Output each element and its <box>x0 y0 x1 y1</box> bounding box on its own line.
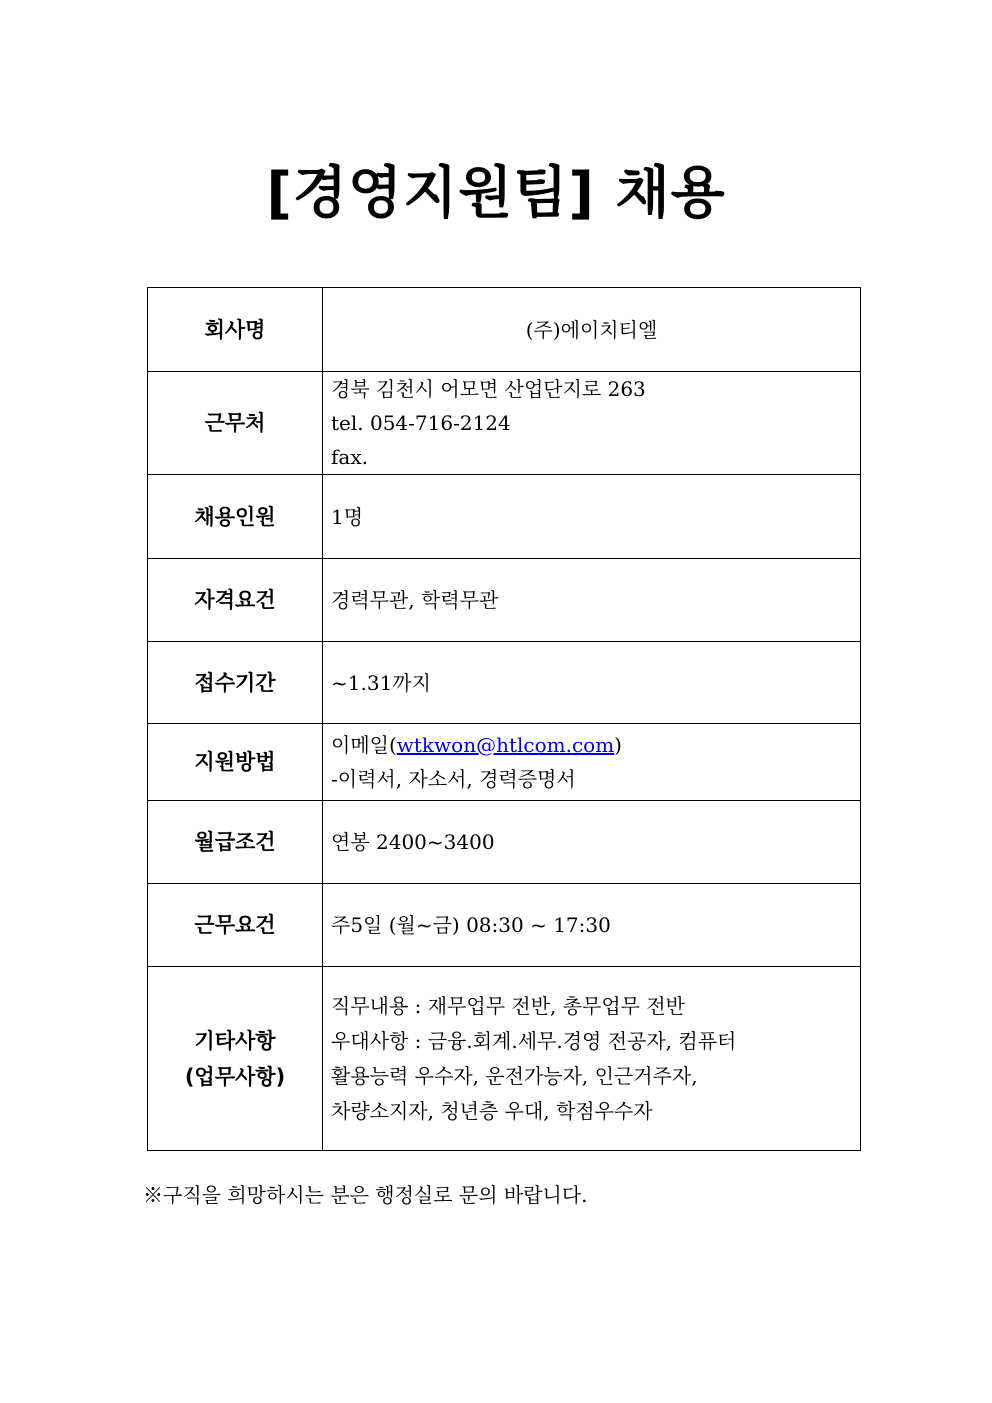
workplace-address: 경북 김천시 어모면 산업단지로 263 <box>331 377 646 401</box>
workplace-value <box>323 372 861 475</box>
table-row <box>148 967 861 1151</box>
page-title: [경영지원팀] 채용 <box>266 161 726 226</box>
company-label: 회사명 <box>148 288 323 372</box>
apply-email-prefix: 이메일( <box>331 733 397 757</box>
other-label-line2: (업무사항) <box>184 1064 286 1089</box>
footnote: ※구직을 희망하시는 분은 행정실로 문의 바랍니다. <box>143 1183 588 1207</box>
period-label: 접수기간 <box>148 642 323 724</box>
qualifications-label: 자격요건 <box>148 559 323 642</box>
table-row <box>148 559 861 642</box>
workplace-label: 근무처 <box>148 372 323 475</box>
preference-line1: 우대사항 : 금융.회계.세무.경영 전공자, 컴퓨터 <box>331 1028 737 1053</box>
period-value: ~1.31까지 <box>323 642 861 724</box>
qualifications-value: 경력무관, 학력무관 <box>323 559 861 642</box>
workplace-tel: tel. 054-716-2124 <box>331 411 511 435</box>
apply-email-suffix: ) <box>614 733 622 757</box>
headcount-value: 1명 <box>323 475 861 559</box>
table-row <box>148 372 861 475</box>
apply-email-line <box>331 728 860 762</box>
hours-value: 주5일 (월~금) 08:30 ~ 17:30 <box>323 884 861 967</box>
apply-value <box>323 724 861 801</box>
job-info-table <box>147 287 861 1151</box>
table-row <box>148 801 861 884</box>
preference-line3: 차량소지자, 청년층 우대, 학점우수자 <box>331 1098 653 1123</box>
apply-docs: -이력서, 자소서, 경력증명서 <box>331 767 576 791</box>
other-value <box>323 967 861 1151</box>
salary-label: 월급조건 <box>148 801 323 884</box>
headcount-label: 채용인원 <box>148 475 323 559</box>
job-description: 직무내용 : 재무업무 전반, 총무업무 전반 <box>331 993 686 1018</box>
email-link[interactable]: wtkwon@htlcom.com <box>396 733 615 757</box>
table-row <box>148 724 861 801</box>
table-row <box>148 642 861 724</box>
salary-value: 연봉 2400~3400 <box>323 801 861 884</box>
hours-label: 근무요건 <box>148 884 323 967</box>
company-value: (주)에이치티엘 <box>323 288 861 372</box>
table-row <box>148 288 861 372</box>
apply-label: 지원방법 <box>148 724 323 801</box>
workplace-fax: fax. <box>331 445 368 469</box>
table-row <box>148 475 861 559</box>
table-row <box>148 884 861 967</box>
other-label-line1: 기타사항 <box>194 1028 276 1053</box>
preference-line2: 활용능력 우수자, 운전가능자, 인근거주자, <box>331 1063 698 1088</box>
other-label <box>148 967 323 1151</box>
